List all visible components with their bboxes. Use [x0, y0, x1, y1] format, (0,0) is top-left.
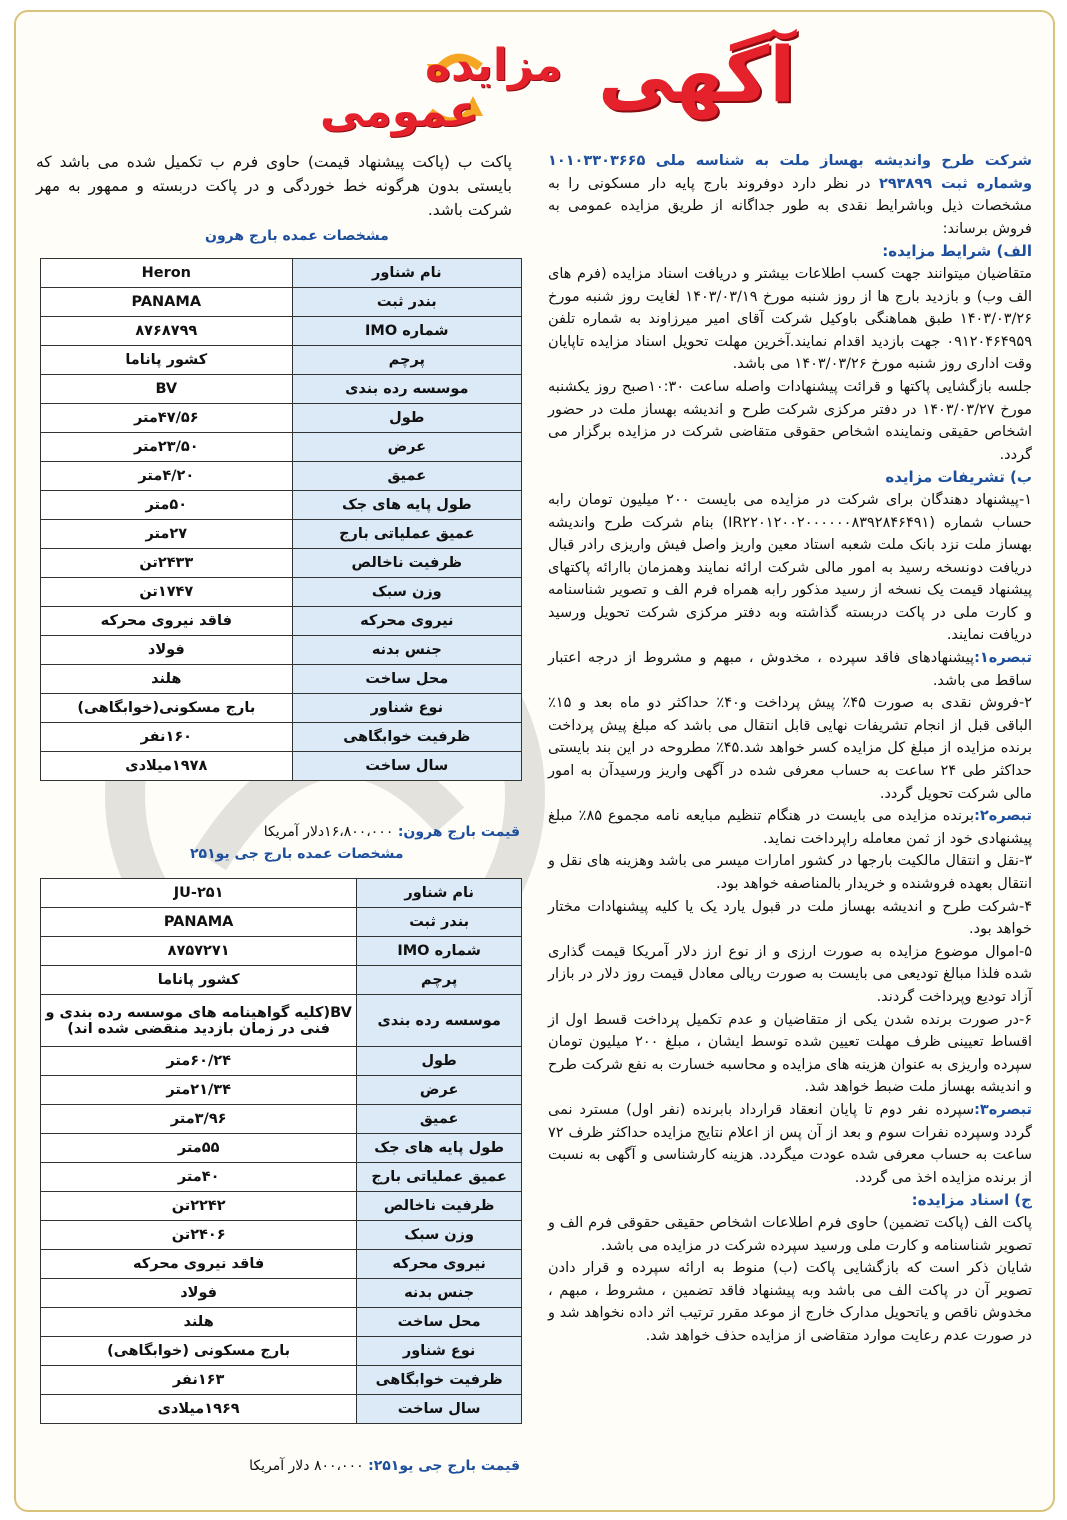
- spec-key: جنس بدنه: [357, 1279, 522, 1308]
- title-mozayede: مزایده: [425, 40, 563, 91]
- spec-key: نام شناور: [292, 259, 521, 288]
- spec-value: هلند: [41, 665, 293, 694]
- spec-value: ۱۹۷۸میلادی: [41, 752, 293, 781]
- spec-key: عرض: [357, 1076, 522, 1105]
- spec-key: محل ساخت: [292, 665, 521, 694]
- table-row: [41, 723, 522, 752]
- table-row: [41, 346, 522, 375]
- table-row: [41, 549, 522, 578]
- spec-key: عرض: [292, 433, 521, 462]
- spec-key: ظرفیت خوابگاهی: [292, 723, 521, 752]
- spec-key: وزن سبک: [292, 578, 521, 607]
- spec-value: فولاد: [41, 636, 293, 665]
- spec-key: عمیق: [357, 1105, 522, 1134]
- spec-value: PANAMA: [41, 288, 293, 317]
- spec-value: ۲۴۰۶تن: [41, 1221, 357, 1250]
- section-b-item-1: ۱-پیشنهاد دهندگان برای شرکت در مزایده می بایست ۲۰۰ میلیون تومان رابه حساب شماره (IR۲۲۰۱۲۰۰۲۰۰۰۰۰۰۸۳۹۲۸۴۶۴۹۱) بنام شرکت طرح واندیشه بهساز ملت نزد بانک ملت شعبه استاد معین واریز واصل فیش واریزی رادر قبال دریافت دونسخه رسید به امور مالی شرکت ارائه نمایند وهمزمان باارائه پاکتهای پیشنهاد قیمت یک نسخه از رسید مذکور رابه همراه فرم الف و تصویر شناسنامه و کارت ملی در پاکت دربسته گذاشته وبه دفتر مرکزی شرکت تحویل ورسید دریافت نمایند.: [548, 491, 1032, 644]
- spec-value: BV(کلیه گواهینامه های موسسه رده بندی و فنی در زمان بازدید منقضی شده اند): [41, 995, 357, 1047]
- spec-key: موسسه رده بندی: [357, 995, 522, 1047]
- spec-value: BV: [41, 375, 293, 404]
- spec-value: ۳/۹۶متر: [41, 1105, 357, 1134]
- spec-value: ۵۵متر: [41, 1134, 357, 1163]
- spec-key: بندر ثبت: [357, 908, 522, 937]
- ju251-spec-table: [40, 878, 522, 1424]
- spec-key: جنس بدنه: [292, 636, 521, 665]
- spec-key: طول پایه های جک: [292, 491, 521, 520]
- note-3-text: سپرده نفر دوم تا پایان انعقاد قرارداد بابرنده (نفر اول) مسترد نمی گردد وسپرده نفرات سوم و بعد از آن پس از اعلام نتایج مزایده حداکثر ظرف ۷۲ ساعت به حساب معرفی شده عودت میگردد. هزینه کارشناسی و آگهی به نسبت از برنده مزایده اخذ می گردد.: [548, 1101, 1032, 1186]
- company-intro: در نظر دارد دوفروند بارج پایه دار مسکونی را به مشخصات ذیل وباشرایط نقدی به طور جداگانه از طریق مزایده عمومی به فروش برساند:: [548, 175, 1032, 237]
- table-row: [41, 1192, 522, 1221]
- section-c-title: ج) اسناد مزایده:: [911, 1191, 1032, 1210]
- section-c-para-1: پاکت الف (پاکت تضمین) حاوی فرم اطلاعات اشخاص حقیقی حقوقی فرم الف و تصویر شناسنامه و کارت ملی ورسید سپرده شرکت در مزایده می باشد.: [548, 1214, 1032, 1254]
- table-row: [41, 1395, 522, 1424]
- spec-key: ظرفیت خوابگاهی: [357, 1366, 522, 1395]
- table-row: [41, 1134, 522, 1163]
- heron-price-value: ۱۶،۸۰۰،۰۰۰دلار آمریکا: [263, 824, 394, 840]
- spec-value: ۱۷۴۷تن: [41, 578, 293, 607]
- ju251-price-label: قیمت بارج جی یو۲۵۱:: [368, 1458, 520, 1474]
- spec-value: کشور پاناما: [41, 346, 293, 375]
- spec-value: ۸۷۶۸۷۹۹: [41, 317, 293, 346]
- ad-header: [0, 30, 1067, 140]
- spec-value: فولاد: [41, 1279, 357, 1308]
- spec-value: ۲۴۳۳تن: [41, 549, 293, 578]
- spec-value: JU-۲۵۱: [41, 879, 357, 908]
- spec-value: ۴۷/۵۶متر: [41, 404, 293, 433]
- spec-key: نوع شناور: [357, 1337, 522, 1366]
- section-b-item-4: ۴-شرکت طرح و اندیشه بهساز ملت در قبول یارد یک یا کلیه پیشنهادات مختار خواهد بود.: [548, 898, 1032, 938]
- spec-value: ۲۲۴۲تن: [41, 1192, 357, 1221]
- table-row: [41, 607, 522, 636]
- table-row: [41, 908, 522, 937]
- spec-key: نیروی محرکه: [292, 607, 521, 636]
- spec-value: کشور پاناما: [41, 966, 357, 995]
- heron-price-label: قیمت بارج هرون:: [397, 824, 520, 840]
- spec-key: شماره IMO: [292, 317, 521, 346]
- title-omumi: عمومی: [320, 86, 479, 137]
- spec-key: نام شناور: [357, 879, 522, 908]
- note-2-label: تبصره۲:: [974, 808, 1032, 825]
- spec-value: ۲۱/۳۴متر: [41, 1076, 357, 1105]
- section-a-title: الف) شرایط مزایده:: [882, 242, 1032, 261]
- table-row: [41, 404, 522, 433]
- table-row: [41, 1105, 522, 1134]
- ju251-price: [180, 1458, 520, 1474]
- spec-key: عمیق: [292, 462, 521, 491]
- spec-key: طول: [357, 1047, 522, 1076]
- conditions-column: [548, 150, 1032, 1347]
- spec-key: طول: [292, 404, 521, 433]
- spec-key: ظرفیت ناخالص: [357, 1192, 522, 1221]
- table-row: [41, 462, 522, 491]
- table-row: [41, 1076, 522, 1105]
- spec-value: فاقد نیروی محرکه: [41, 607, 293, 636]
- table-row: [41, 1366, 522, 1395]
- table-row: [41, 1308, 522, 1337]
- table-row: [41, 636, 522, 665]
- spec-key: وزن سبک: [357, 1221, 522, 1250]
- table-row: [41, 937, 522, 966]
- table-row: [41, 752, 522, 781]
- section-b-item-2: ۲-فروش نقدی به صورت ۴۵٪ پیش پرداخت و۴۰٪ حداکثر دو ماه بعد و ۱۵٪ الباقی قبل از انجام تشریفات نهایی قابل انتقال می باشد که مبلغ پیش پرداخت برنده مزایده از مبلغ کل مزایده کسر خواهد شد.۴۵٪ مطروحه در این بند بایستی حداکثر طی ۲۴ ساعت به حساب معرفی شده در آگهی واریز ورسیدآن به امور مالی شرکت تحویل گردد.: [548, 695, 1033, 802]
- table-row: [41, 491, 522, 520]
- spec-key: طول پایه های جک: [357, 1134, 522, 1163]
- section-b-item-3: ۳-نقل و انتقال مالکیت بارجها در کشور امارات میسر می باشد وهزینه های نقل و انتقال بعهده فروشنده و خریدار بالمناصفه خواهد بود.: [548, 853, 1032, 892]
- spec-value: ۴۰متر: [41, 1163, 357, 1192]
- spec-value: فاقد نیروی محرکه: [41, 1250, 357, 1279]
- spec-key: محل ساخت: [357, 1308, 522, 1337]
- section-a-para-2: جلسه بازگشایی پاکتها و قرائت پیشنهادات واصله ساعت ۱۰:۳۰صبح روز یکشنبه مورخ ۱۴۰۳/۰۳/۲۷ در دفتر مرکزی شرکت طرح و اندیشه بهساز ملت در حضور اشخاص حقیقی ونماینده اشخاص حقوقی متقاضی شرکت در مزایده برگزار می گردد.: [548, 378, 1032, 463]
- table-row: [41, 1250, 522, 1279]
- spec-value: بارج مسکونی (خوابگاهی): [41, 1337, 357, 1366]
- spec-value: ۱۶۰نفر: [41, 723, 293, 752]
- spec-value: ۸۷۵۷۲۷۱: [41, 937, 357, 966]
- spec-value: ۲۷متر: [41, 520, 293, 549]
- note-1-text: پیشنهادهای فاقد سپرده ، مخدوش ، مبهم و مشروط از درجه اعتبار ساقط می باشد.: [548, 650, 1032, 689]
- spec-key: نیروی محرکه: [357, 1250, 522, 1279]
- spec-value: ۶۰/۲۴متر: [41, 1047, 357, 1076]
- table-row: [41, 879, 522, 908]
- spec-value: ۱۶۳نفر: [41, 1366, 357, 1395]
- spec-key: نوع شناور: [292, 694, 521, 723]
- envelope-b-note: پاکت ب (پاکت پیشنهاد قیمت) حاوی فرم ب تکمیل شده می باشد که بایستی بدون هرگونه خط خوردگی و در پاکت دربسته و ممهور به مهر شرکت باشد.: [36, 153, 512, 219]
- heron-spec-table: [40, 258, 522, 781]
- title-agahi: آگهی: [598, 30, 796, 119]
- spec-value: ۱۹۶۹میلادی: [41, 1395, 357, 1424]
- table-row: [41, 1221, 522, 1250]
- spec-value: ۲۳/۵۰متر: [41, 433, 293, 462]
- spec-value: ۴/۲۰متر: [41, 462, 293, 491]
- spec-value: هلند: [41, 1308, 357, 1337]
- table-row: [41, 966, 522, 995]
- note-3-label: تبصره۳:: [974, 1101, 1032, 1118]
- table-row: [41, 375, 522, 404]
- spec-value: ۵۰متر: [41, 491, 293, 520]
- company-intro-bold: شرکت طرح واندیشه بهساز ملت به شناسه ملی ۱۰۱۰۳۳۰۳۶۶۵ وشماره ثبت ۲۹۳۸۹۹: [548, 153, 1033, 192]
- table-row: [41, 288, 522, 317]
- spec-value: بارج مسکونی(خوابگاهی): [41, 694, 293, 723]
- table-row: [41, 433, 522, 462]
- table-row: [41, 694, 522, 723]
- spec-key: عمیق عملیاتی بارج: [292, 520, 521, 549]
- table-row: [41, 1337, 522, 1366]
- table-2-caption: مشخصات عمده بارج جی یو۲۵۱: [190, 846, 404, 862]
- spec-key: عمیق عملیاتی بارج: [357, 1163, 522, 1192]
- spec-key: بندر ثبت: [292, 288, 521, 317]
- heron-price: [120, 824, 520, 840]
- table-row: [41, 665, 522, 694]
- spec-key: شماره IMO: [357, 937, 522, 966]
- section-b-item-5: ۵-اموال موضوع مزایده به صورت ارزی و از نوع ارز دلار آمریکا قیمت گذاری شده فلذا مبالغ تودیعی می بایست به صورت ریالی معادل قیمت روز دلار در بازار آزاد تودیع وپرداخت گردند.: [548, 943, 1032, 1005]
- table-row: [41, 317, 522, 346]
- table-row: [41, 520, 522, 549]
- section-c-para-2: شایان ذکر است که بازگشایی پاکت (ب) منوط به ارائه سپرده و قرار دادن تصویر آن در پاکت الف می باشد وبه پیشنهاد فاقد تضمین ، مشروط ، مبهم ، مخدوش ناقص و یاتحویل مدارک خارج از موعد مقرر ترتیب اثر داده نخواهد شد و در صورت عدم رعایت موارد متقاضی از مزایده حذف خواهد شد.: [548, 1260, 1032, 1344]
- section-a-para-1: متقاضیان میتوانند جهت کسب اطلاعات بیشتر و دریافت اسناد مزایده (فرم های الف وب) و بازدید بارج ها از روز شنبه مورخ ۱۴۰۳/۰۳/۱۹ لغایت روز شنبه مورخ ۱۴۰۳/۰۳/۲۶ طبق هماهنگی باوکیل شرکت آقای امیر میرزاوند به شماره تلفن ۰۹۱۲۰۴۶۴۹۵۹ جهت بازدید اقدام نمایند.آخرین مهلت تحویل اسناد مزایده تاپایان وقت اداری روز شنبه مورخ ۱۴۰۳/۰۳/۲۶ می باشد.: [548, 265, 1032, 373]
- spec-key: پرچم: [292, 346, 521, 375]
- spec-key: پرچم: [357, 966, 522, 995]
- table-row: [41, 578, 522, 607]
- spec-value: PANAMA: [41, 908, 357, 937]
- spec-key: سال ساخت: [292, 752, 521, 781]
- section-b-item-6: ۶-در صورت برنده شدن یکی از متقاضیان و عدم تکمیل پرداخت قسط اول از اقساط تعیینی ظرف مهلت تعیین شده توسط ایشان ، مبلغ ۲۰۰ میلیون تومان سپرده واریزی به عنوان هزینه های مزایده و محاسبه خسارت به نفع شرکت طرح و اندیشه بهساز ملت ضبط خواهد شد.: [548, 1011, 1032, 1096]
- section-b-title: ب) تشریفات مزایده: [885, 468, 1032, 487]
- spec-key: موسسه رده بندی: [292, 375, 521, 404]
- table-row: [41, 995, 522, 1047]
- ju251-price-value: ۸۰۰،۰۰۰ دلار آمریکا: [249, 1458, 364, 1474]
- spec-key: سال ساخت: [357, 1395, 522, 1424]
- note-1-label: تبصره۱:: [974, 650, 1032, 667]
- note-2-text: برنده مزایده می بایست در هنگام تنظیم مبایعه نامه مجموع ۸۵٪ مبلغ پیشنهادی خود از ثمن معامله راپرداخت نماید.: [548, 808, 1032, 847]
- spec-key: ظرفیت ناخالص: [292, 549, 521, 578]
- table-1-caption: مشخصات عمده بارج هرون: [205, 228, 389, 244]
- table-row: [41, 1047, 522, 1076]
- spec-value: Heron: [41, 259, 293, 288]
- table-row: [41, 1163, 522, 1192]
- table-row: [41, 1279, 522, 1308]
- table-row: [41, 259, 522, 288]
